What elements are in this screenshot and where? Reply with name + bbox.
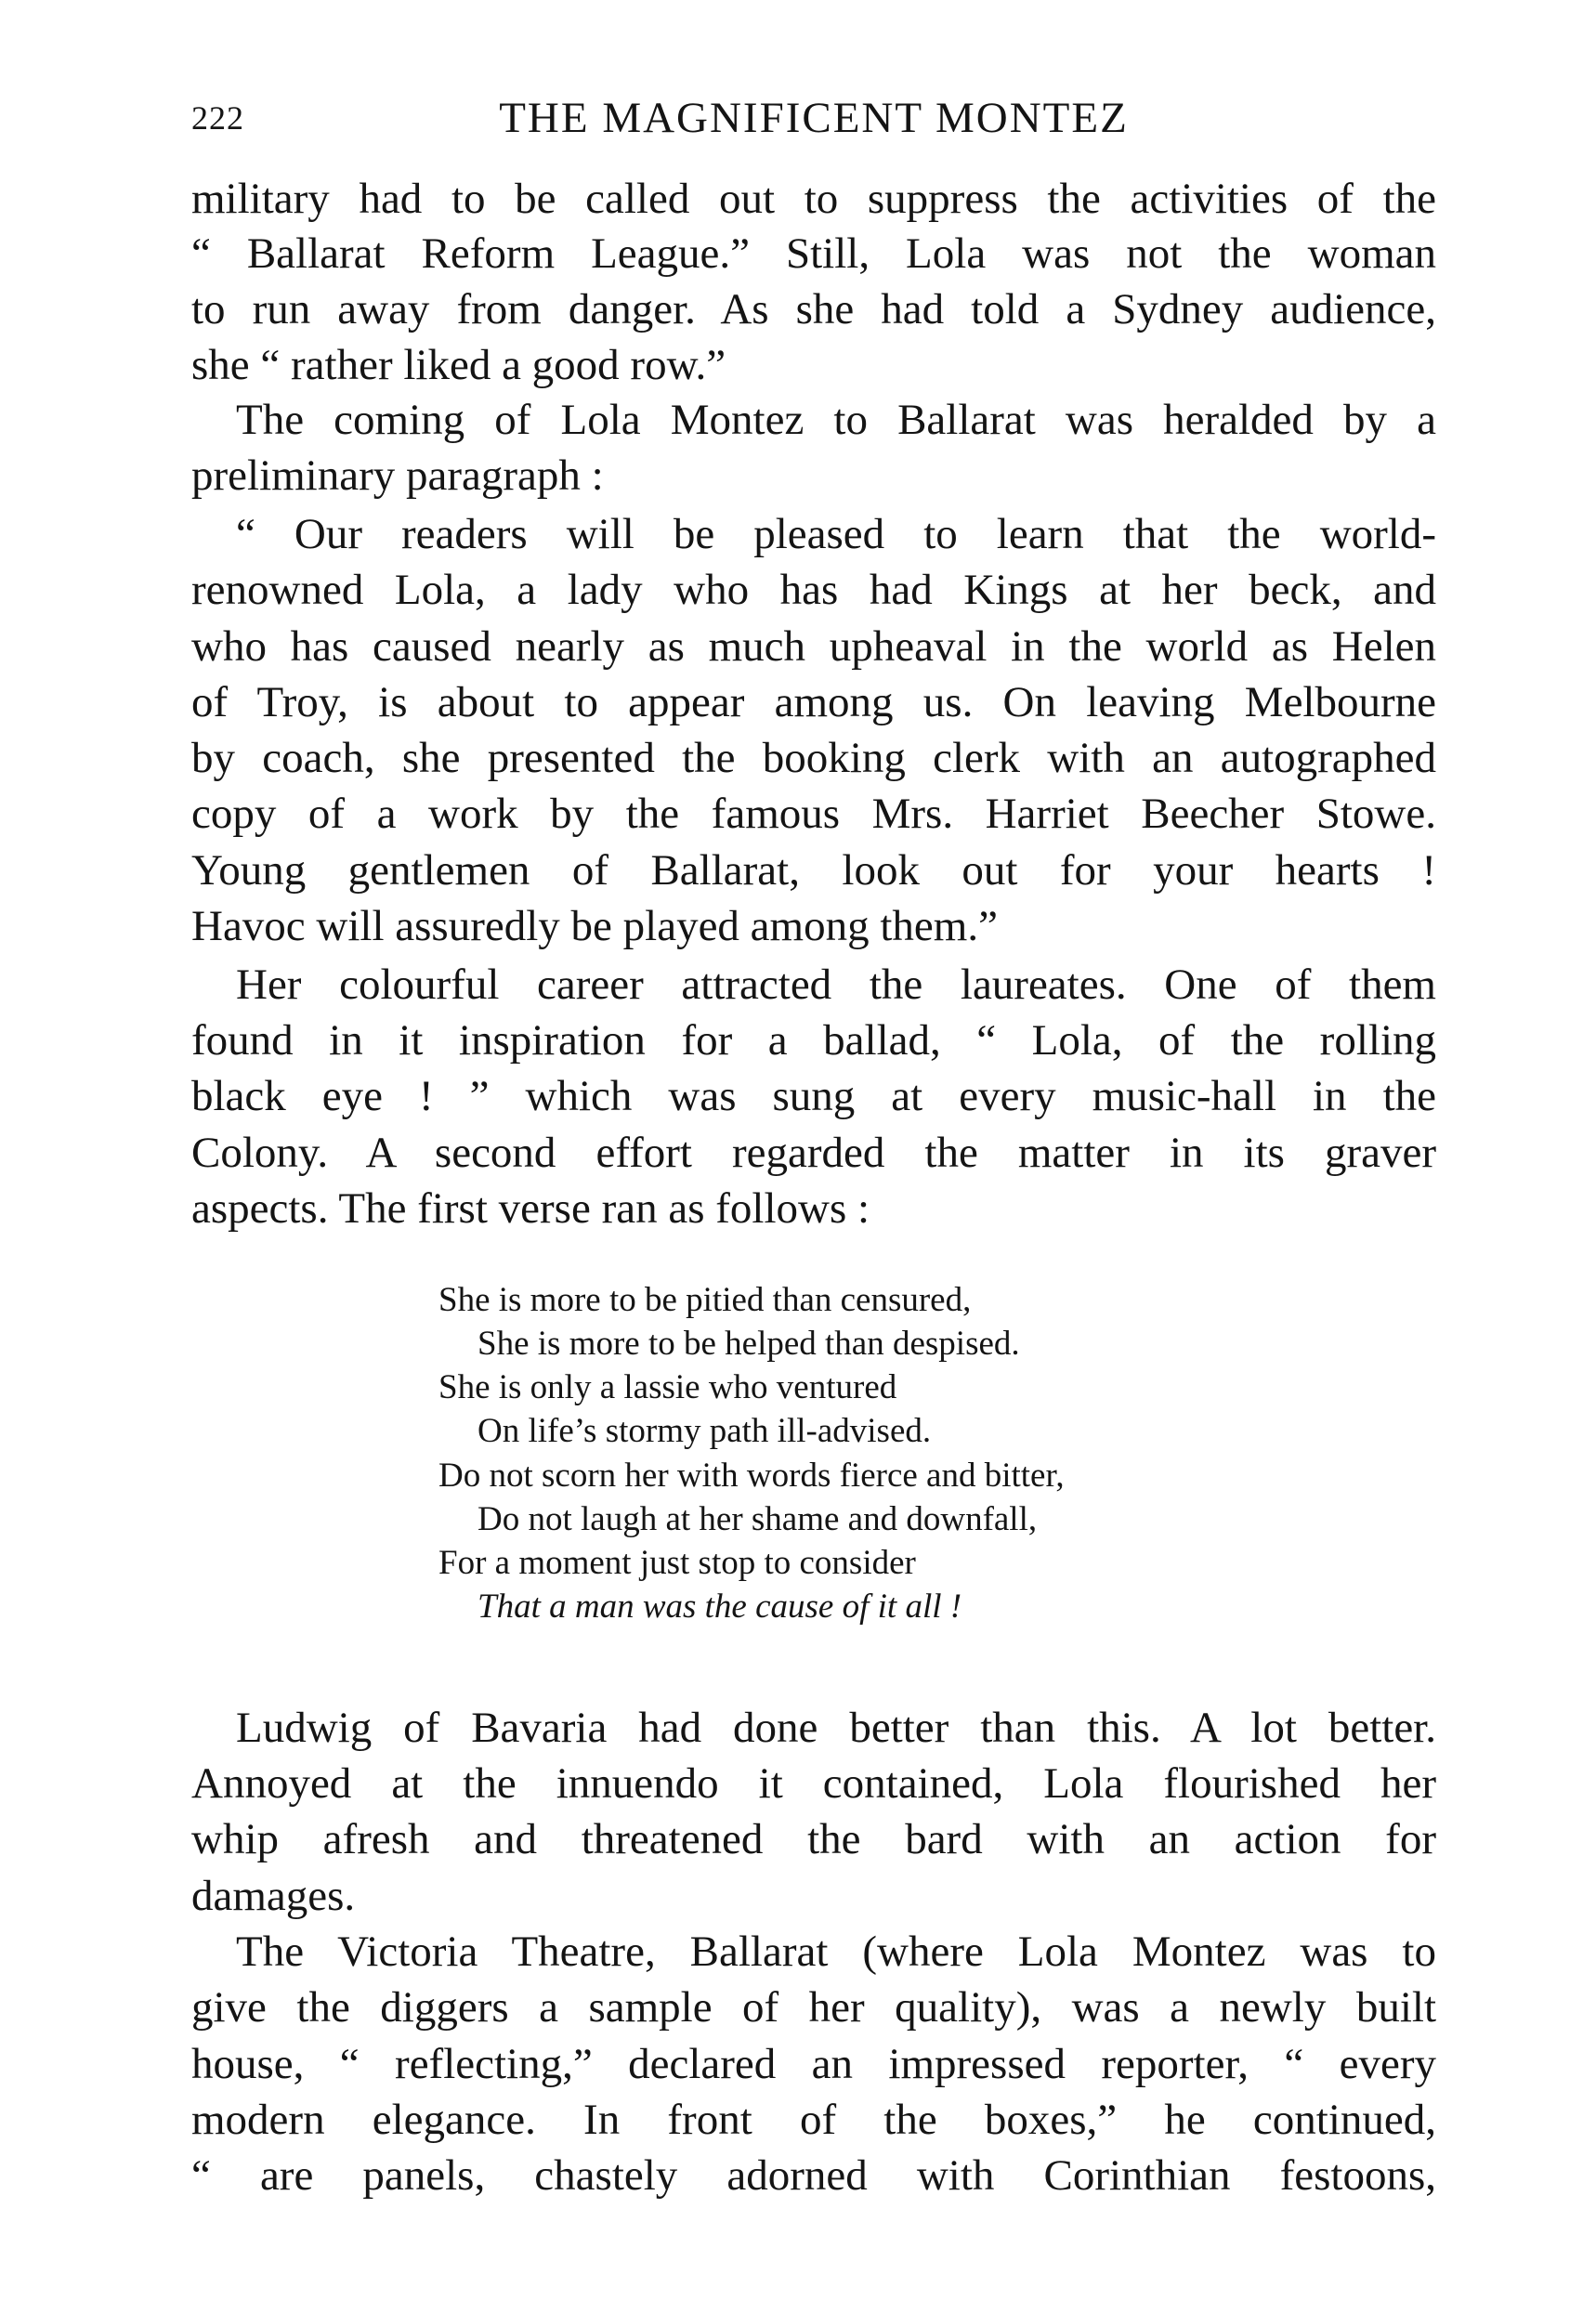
text-line: Ludwig of Bavaria had done better than this. A lot better. [236, 1704, 1436, 1752]
text-line: Her colourful career attracted the laureates. One of them [236, 961, 1436, 1009]
text-line: of Troy, is about to appear among us. On leaving Melbourne [191, 678, 1436, 726]
text-line: Annoyed at the innuendo it contained, Lola flourished her [191, 1759, 1436, 1808]
text-line: copy of a work by the famous Mrs. Harriet Beecher Stowe. [191, 790, 1436, 838]
page-header [191, 93, 1436, 149]
text-line: The Victoria Theatre, Ballarat (where Lola Montez was to [236, 1928, 1436, 1976]
text-line: modern elegance. In front of the boxes,” he continued, [191, 2096, 1436, 2144]
verse-line: Do not scorn her with words fierce and bitter, [438, 1457, 1065, 1495]
verse-line: She is only a lassie who ventured [438, 1368, 897, 1406]
text-line: renowned Lola, a lady who has had Kings at her beck, and [191, 566, 1436, 614]
text-line: whip afresh and threatened the bard with an action for [191, 1815, 1436, 1863]
text-line: house, “ reflecting,” declared an impressed reporter, “ every [191, 2040, 1436, 2088]
text-line: “ Our readers will be pleased to learn that the world- [236, 510, 1436, 558]
running-head: THE MAGNIFICENT MONTEZ [499, 94, 1129, 142]
verse-line: Do not laugh at her shame and downfall, [477, 1500, 1038, 1538]
text-line: military had to be called out to suppress the activities of the [191, 175, 1436, 223]
text-line: preliminary paragraph : [191, 451, 604, 500]
text-line: to run away from danger. As she had told a Sydney audience, [191, 285, 1436, 333]
page-number: 222 [191, 99, 244, 137]
verse-line-italic: That a man was the cause of it all ! [477, 1588, 962, 1626]
text-line: Young gentlemen of Ballarat, look out for your hearts ! [191, 846, 1436, 895]
text-line: found in it inspiration for a ballad, “ Lola, of the rolling [191, 1016, 1436, 1065]
text-line: she “ rather liked a good row.” [191, 341, 726, 389]
text-line: who has caused nearly as much upheaval in the world as Helen [191, 622, 1436, 671]
text-line: Havoc will assuredly be played among them.” [191, 902, 998, 950]
verse-line: She is more to be pitied than censured, [438, 1281, 972, 1319]
text-line: damages. [191, 1872, 356, 1920]
text-line: “ Ballarat Reform League.” Still, Lola was not the woman [191, 229, 1436, 278]
text-line: The coming of Lola Montez to Ballarat was heralded by a [236, 396, 1436, 444]
verse-line: On life’s stormy path ill-advised. [477, 1412, 932, 1450]
verse-line: She is more to be helped than despised. [477, 1325, 1020, 1363]
text-line: “ are panels, chastely adorned with Corinthian festoons, [191, 2151, 1436, 2200]
text-line: by coach, she presented the booking clerk with an autographed [191, 734, 1436, 782]
text-line: give the diggers a sample of her quality), was a newly built [191, 1983, 1436, 2032]
text-line: Colony. A second effort regarded the matter in its graver [191, 1129, 1436, 1177]
text-line: black eye ! ” which was sung at every music-hall in the [191, 1072, 1436, 1120]
text-line: aspects. The first verse ran as follows : [191, 1184, 870, 1233]
verse-line: For a moment just stop to consider [438, 1544, 916, 1582]
